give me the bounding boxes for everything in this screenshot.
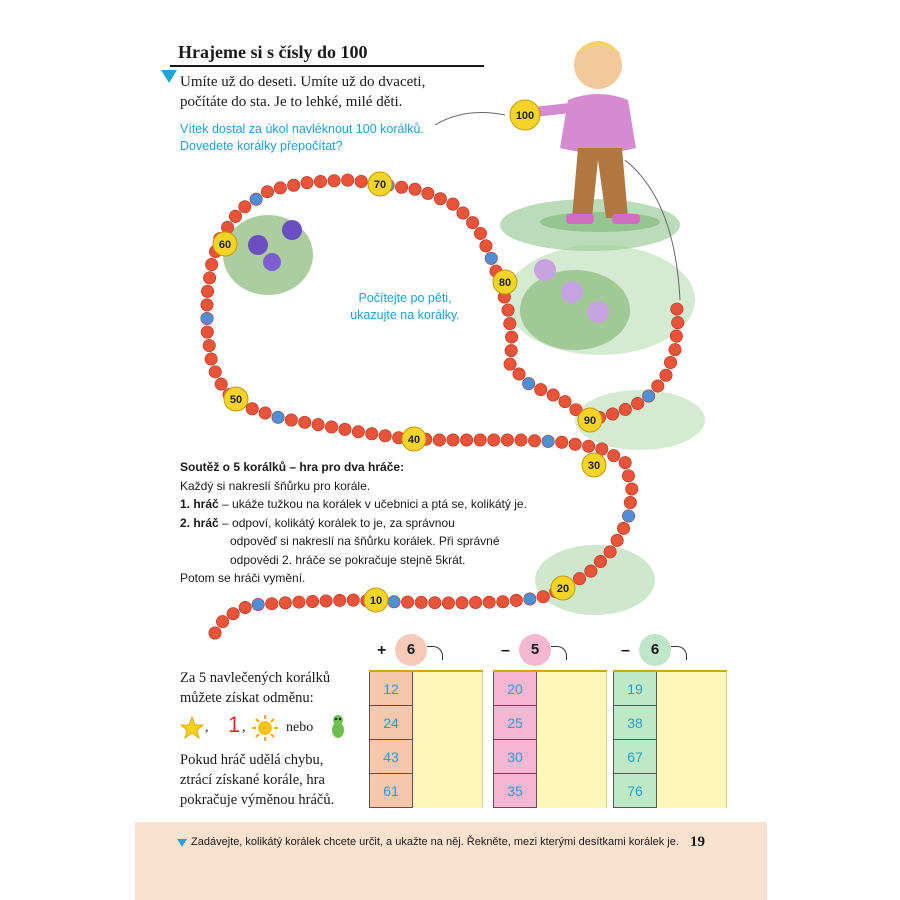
player-2-text: – odpoví, kolikátý korálek to je, za správnou (218, 515, 455, 530)
answer-cell[interactable] (413, 774, 483, 808)
player-1-text: – ukáže tužkou na korálek v učebnici a ptá se, kolikátý je. (218, 497, 527, 511)
bead (505, 331, 517, 343)
bead (522, 377, 534, 389)
count-line: ukazujte na korálky. (350, 308, 460, 322)
intro-line: Umíte už do deseti. Umíte už do dvaceti, (180, 74, 426, 90)
bead (205, 353, 217, 365)
answer-cell[interactable] (537, 740, 607, 774)
bead (622, 510, 634, 522)
grade-one-icon: 1 (228, 712, 241, 737)
answer-cell[interactable] (537, 672, 607, 706)
triangle-marker-icon (177, 839, 187, 847)
contest-line: odpovědi 2. hráče se pokračuje stejně 5krát. (230, 552, 466, 567)
bead (203, 272, 215, 284)
bead (505, 344, 517, 356)
value-cell: 19 (613, 672, 657, 706)
bead (314, 175, 326, 187)
bead (619, 456, 631, 468)
bead (312, 418, 324, 430)
value-cell: 12 (369, 672, 413, 706)
bead (287, 179, 299, 191)
value-cell: 25 (493, 706, 537, 740)
page-number: 19 (690, 834, 705, 850)
bead (352, 426, 364, 438)
frog-icon (328, 714, 348, 740)
bead (528, 435, 540, 447)
task-line: Vítek dostal za úkol navléknout 100 korálků. (180, 122, 424, 136)
bead-label: 20 (556, 583, 570, 595)
bead (259, 407, 271, 419)
mistake-text (180, 750, 360, 810)
player-1-label: 1. hráč (180, 497, 219, 511)
count-line: Počítejte po pěti, (358, 291, 452, 305)
table-row (369, 774, 483, 808)
title-underline (170, 65, 484, 67)
answer-cell[interactable] (657, 774, 727, 808)
bead-label: 80 (498, 277, 512, 289)
bead (672, 316, 684, 328)
table-row (493, 774, 607, 808)
bead (607, 449, 619, 461)
reward-icons: , 1 , nebo (180, 714, 360, 744)
bead (442, 597, 454, 609)
bead (535, 383, 547, 395)
bead (504, 358, 516, 370)
bead (447, 434, 459, 446)
bead (320, 595, 332, 607)
star-icon (180, 716, 204, 740)
bead (469, 596, 481, 608)
footer-instruction (191, 836, 711, 848)
value-cell: 20 (493, 672, 537, 706)
bead (209, 627, 221, 639)
contest-line: odpověď si nakreslí na šňůrku korálek. Při správné (230, 534, 500, 548)
bead (239, 601, 251, 613)
value-cell: 67 (613, 740, 657, 774)
intro-poem (180, 72, 480, 112)
bead (279, 597, 291, 609)
bead (622, 470, 634, 482)
bead (556, 436, 568, 448)
bead (480, 240, 492, 252)
bead-label: 100 (515, 110, 535, 122)
bead (585, 565, 597, 577)
table-row (493, 740, 607, 774)
operand-circle: 5 (519, 634, 551, 666)
reward-or: nebo (286, 720, 314, 735)
task-text (180, 121, 480, 155)
bead (669, 343, 681, 355)
bead (429, 596, 441, 608)
bead (542, 435, 554, 447)
bead (203, 339, 215, 351)
bead (325, 421, 337, 433)
bead (333, 594, 345, 606)
table-row (493, 706, 607, 740)
value-cell: 76 (613, 774, 657, 808)
bead (339, 423, 351, 435)
bead (582, 440, 594, 452)
bead (215, 378, 227, 390)
count-by-five-text (330, 290, 480, 324)
value-cell: 24 (369, 706, 413, 740)
bead (422, 187, 434, 199)
bead (209, 366, 221, 378)
bead (379, 430, 391, 442)
bead-label: 30 (587, 460, 601, 472)
answer-cell[interactable] (657, 740, 727, 774)
bead (474, 227, 486, 239)
bead (409, 183, 421, 195)
bead (547, 389, 559, 401)
bead (285, 414, 297, 426)
answer-cell[interactable] (413, 706, 483, 740)
operand-circle: 6 (639, 634, 671, 666)
bead (201, 285, 213, 297)
bead (227, 608, 239, 620)
bead (434, 193, 446, 205)
bead-label: 40 (407, 434, 421, 446)
bead (660, 369, 672, 381)
mistake-line: ztrácí získané korále, hra (180, 772, 325, 788)
bead (604, 546, 616, 558)
bead (201, 299, 213, 311)
answer-cell[interactable] (413, 740, 483, 774)
bead (497, 596, 509, 608)
bead (272, 411, 284, 423)
value-cell: 35 (493, 774, 537, 808)
bead (447, 198, 459, 210)
value-cell: 30 (493, 740, 537, 774)
bead (515, 434, 527, 446)
bead (501, 434, 513, 446)
bead (201, 326, 213, 338)
bead (670, 330, 682, 342)
bead-label: 60 (218, 239, 232, 251)
bead (617, 522, 629, 534)
bead (456, 597, 468, 609)
bead (466, 216, 478, 228)
bead (388, 596, 400, 608)
table-row (613, 706, 727, 740)
reward-line: Za 5 navlečených korálků (180, 670, 331, 686)
reward-text (180, 668, 360, 708)
bead (347, 594, 359, 606)
bead-label: 50 (229, 394, 243, 406)
table-row (613, 672, 727, 706)
answer-cell[interactable] (657, 706, 727, 740)
bead (366, 428, 378, 440)
bead (485, 252, 497, 264)
bead (474, 434, 486, 446)
table-row (369, 672, 483, 706)
bead-label: 70 (373, 179, 387, 191)
reward-line: můžete získat odměnu: (180, 690, 314, 706)
value-cell: 38 (613, 706, 657, 740)
bead (299, 416, 311, 428)
table-row (369, 706, 483, 740)
bead (502, 304, 514, 316)
bead (513, 368, 525, 380)
triangle-marker-icon (161, 70, 177, 83)
bead (250, 193, 262, 205)
bead (293, 596, 305, 608)
bead (229, 210, 241, 222)
violet-flowers-left (223, 215, 313, 295)
bead (626, 483, 638, 495)
bead (559, 395, 571, 407)
value-cell: 43 (369, 740, 413, 774)
mistake-line: Pokud hráč udělá chybu, (180, 752, 324, 768)
bead (457, 207, 469, 219)
answer-cell[interactable] (537, 774, 607, 808)
bead (537, 591, 549, 603)
bead (460, 434, 472, 446)
contest-player-2 (180, 514, 570, 533)
bead (274, 182, 286, 194)
bead (239, 201, 251, 213)
bead (216, 615, 228, 627)
contest-line: Každý si nakreslí šňůrku pro korále. (180, 478, 371, 493)
table-row (613, 774, 727, 808)
footer-instruction-text: Zadávejte, kolikátý korálek chcete určit, a ukažte na něj. Řekněte, mezi kterými desítkami korálek je. (191, 836, 679, 848)
bead-label: 10 (369, 595, 383, 607)
answer-cell[interactable] (537, 706, 607, 740)
bead (524, 593, 536, 605)
bead (510, 594, 522, 606)
bead (246, 403, 258, 415)
sun-icon (252, 715, 278, 741)
operator-sign: – (501, 642, 510, 659)
operand-circle: 6 (395, 634, 427, 666)
bead (569, 438, 581, 450)
intro-line: počítáte do sta. Je to lehké, milé děti. (180, 94, 403, 110)
value-cell: 61 (369, 774, 413, 808)
answer-cell[interactable] (657, 672, 727, 706)
table-row (493, 672, 607, 706)
bead (594, 555, 606, 567)
bead (415, 596, 427, 608)
bead (606, 408, 618, 420)
bead (631, 397, 643, 409)
bead (619, 403, 631, 415)
table-row (369, 740, 483, 774)
bead (306, 595, 318, 607)
bead (205, 258, 217, 270)
bead (664, 356, 676, 368)
player-2-label: 2. hráč (180, 515, 219, 530)
footer-band (135, 822, 767, 900)
contest-heading: Soutěž o 5 korálků – hra pro dva hráče: (180, 460, 405, 474)
bead (611, 534, 623, 546)
table-grid (613, 670, 727, 808)
bead (252, 598, 264, 610)
bead (261, 186, 273, 198)
bead (642, 390, 654, 402)
mistake-line: pokračuje výměnou hráčů. (180, 792, 335, 808)
bead (433, 434, 445, 446)
bead (483, 596, 495, 608)
task-line: Dovedete korálky přepočítat? (180, 139, 343, 153)
bead-label: 90 (583, 415, 597, 427)
contest-player-1 (180, 495, 570, 514)
answer-cell[interactable] (413, 672, 483, 706)
bead (355, 175, 367, 187)
table-row (613, 740, 727, 774)
bead (266, 597, 278, 609)
operator-sign: + (377, 642, 387, 659)
contest-line: Potom se hráči vymění. (180, 571, 306, 585)
bead (201, 312, 213, 324)
table-grid (369, 670, 483, 808)
operator-sign: – (621, 642, 630, 659)
bead (328, 175, 340, 187)
bead (573, 572, 585, 584)
bead (401, 596, 413, 608)
contest-instructions (180, 458, 570, 588)
bead (624, 496, 636, 508)
table-grid (493, 670, 607, 808)
bead (652, 380, 664, 392)
bead (504, 317, 516, 329)
bead (488, 434, 500, 446)
page-title: Hrajeme si s čísly do 100 (178, 42, 368, 62)
bead (671, 303, 683, 315)
bead (395, 181, 407, 193)
bead (341, 174, 353, 186)
bead (301, 176, 313, 188)
